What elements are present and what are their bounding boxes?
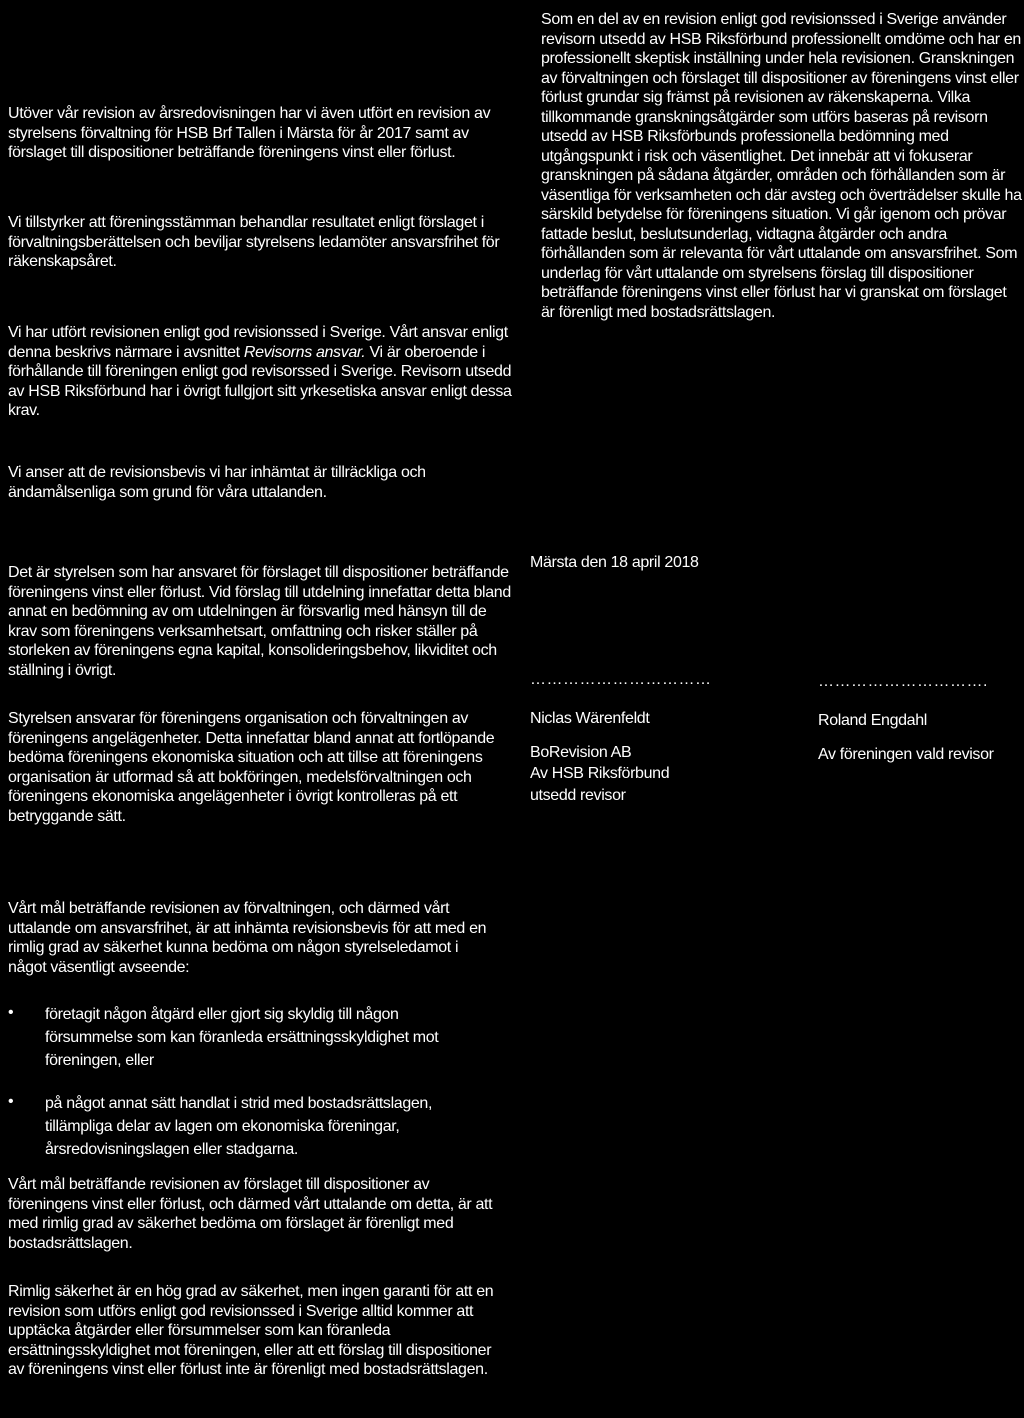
paragraph-board-organisation: Styrelsen ansvarar för föreningens organisation och förvaltningen av föreningens angelägenheter. Detta innefattar bland annat att fortlöpande bedöma föreningens ekonomiska situation och att tillse att föreningens organisation är utformad så att bokföringen, medelsförvaltningen och föreningens ekonomiska angelägenheter i övrigt kontrolleras på ett betryggande sätt. [8,710,495,825]
signer-org-left-3: utsedd revisor [530,787,626,804]
bullet-icon: • [8,1004,14,1021]
paragraph-audit-approach: Som en del av en revision enligt god revisionssed i Sverige använder revisorn utsedd av HSB Riksförbund professionellt omdöme och har en professionellt skeptisk inställning under hela revisionen. Granskningen av förvaltningen och förslaget till dispositioner av föreningens vinst eller förlust grundar sig främst på revisionen av räkenskaperna. Vilka tillkommande granskningsåtgärder som utförs baseras på revisorn utsedd av HSB Riksförbunds professionella bedömning med utgångspunkt i risk och väsentlighet. Det innebär att vi fokuserar granskningen på sådana åtgärder, områden och förhållanden som är väsentliga för verksamheten och där avsteg och överträdelser skulle ha särskild betydelse för föreningens situation. Vi går igenom och prövar fattade beslut, beslutsunderlag, vidtagna åtgärder och andra förhållanden som är relevanta för vårt uttalande om ansvarsfrihet. Som underlag för vårt uttalande om styrelsens förslag till dispositioner beträffande föreningens vinst eller förlust har vi granskat om förslaget är förenligt med bostadsrättslagen. [541,11,1022,321]
bullet-icon: • [8,1093,14,1110]
paragraph-dispositions-goal: Vårt mål beträffande revisionen av förslaget till dispositioner av föreningens vinst eller förlust, och därmed vårt uttalande om detta, är att med rimlig grad av säkerhet bedöma om förslaget är förenligt med bostadsrättslagen. [8,1176,493,1252]
signer-name-right: Roland Engdahl [818,712,927,729]
basis-text-b: Vi är oberoende i förhållande till föreningen enligt god revisorssed i Sverige. Revisorn utsedd av HSB Riksförbund har i övrigt fullgjort sitt yrkesetiska ansvar enligt dessa krav. [8,343,512,419]
signer-role-right: Av föreningen vald revisor [818,746,994,763]
paragraph-basis [8,323,518,421]
basis-link-revisorns-ansvar: Revisorns ansvar. [243,343,366,361]
signer-org-left-1: BoRevision AB [530,744,632,761]
signature-line-right: …………………………. [818,673,988,690]
paragraph-board-responsibility: Det är styrelsen som har ansvaret för förslaget till dispositioner beträffande föreningens vinst eller förlust. Vid förslag till utdelning innefattar detta bland annat en bedömning av om utdelningen är försvarlig med hänsyn till de krav som föreningens verksamhetsart, omfattning och risker ställer på storleken av föreningens egna kapital, konsolideringsbehov, likviditet och ställning i övrigt. [8,564,511,679]
signature-line-left: …………………………… [530,671,712,688]
paragraph-audit-goal: Vårt mål beträffande revisionen av förvaltningen, och därmed vårt uttalande om ansvarsfrihet, är att inhämta revisionsbevis för att med en rimlig grad av säkerhet kunna bedöma om någon styrelseledamot i något väsentligt avseende: [8,900,487,976]
paragraph-evidence: Vi anser att de revisionsbevis vi har inhämtat är tillräckliga och ändamålsenliga som grund för våra uttalanden. [8,464,426,501]
place-date: Märsta den 18 april 2018 [530,554,699,571]
paragraph-recommendation: Vi tillstyrker att föreningsstämman behandlar resultatet enligt förslaget i förvaltningsberättelsen och beviljar styrelsens ledamöter ansvarsfrihet för räkenskapsåret. [8,214,500,270]
bullet-item: • företagit någon åtgärd eller gjort sig skyldig till någon försummelse som kan föranleda ersättningsskyldighet mot föreningen, eller [8,1004,439,1069]
paragraph-reasonable-assurance: Rimlig säkerhet är en hög grad av säkerhet, men ingen garanti för att en revision som utförs enligt god revisionssed i Sverige alltid kommer att upptäcka åtgärder eller försummelser som kan föranleda ersättningsskyldighet mot föreningen, eller att ett förslag till dispositioner av föreningens vinst eller förlust inte är förenligt med bostadsrättslagen. [8,1283,494,1378]
signer-org-left-2: Av HSB Riksförbund [530,765,670,782]
signer-name-left: Niclas Wärenfeldt [530,710,650,727]
bullet-item: • på något annat sätt handlat i strid med bostadsrättslagen, tillämpliga delar av lagen om ekonomiska föreningar, årsredovisningslagen eller stadgarna. [8,1093,433,1158]
basis-text-a: Vi har utfört revisionen enligt god revisionssed i Sverige. Vårt ansvar enligt denna beskrivs närmare i avsnittet [8,324,508,361]
paragraph-scope: Utöver vår revision av årsredovisningen har vi även utfört en revision av styrelsens förvaltning för HSB Brf Tallen i Märsta för år 2017 samt av förslaget till dispositioner beträffande föreningens vinst eller förlust. [8,105,491,161]
